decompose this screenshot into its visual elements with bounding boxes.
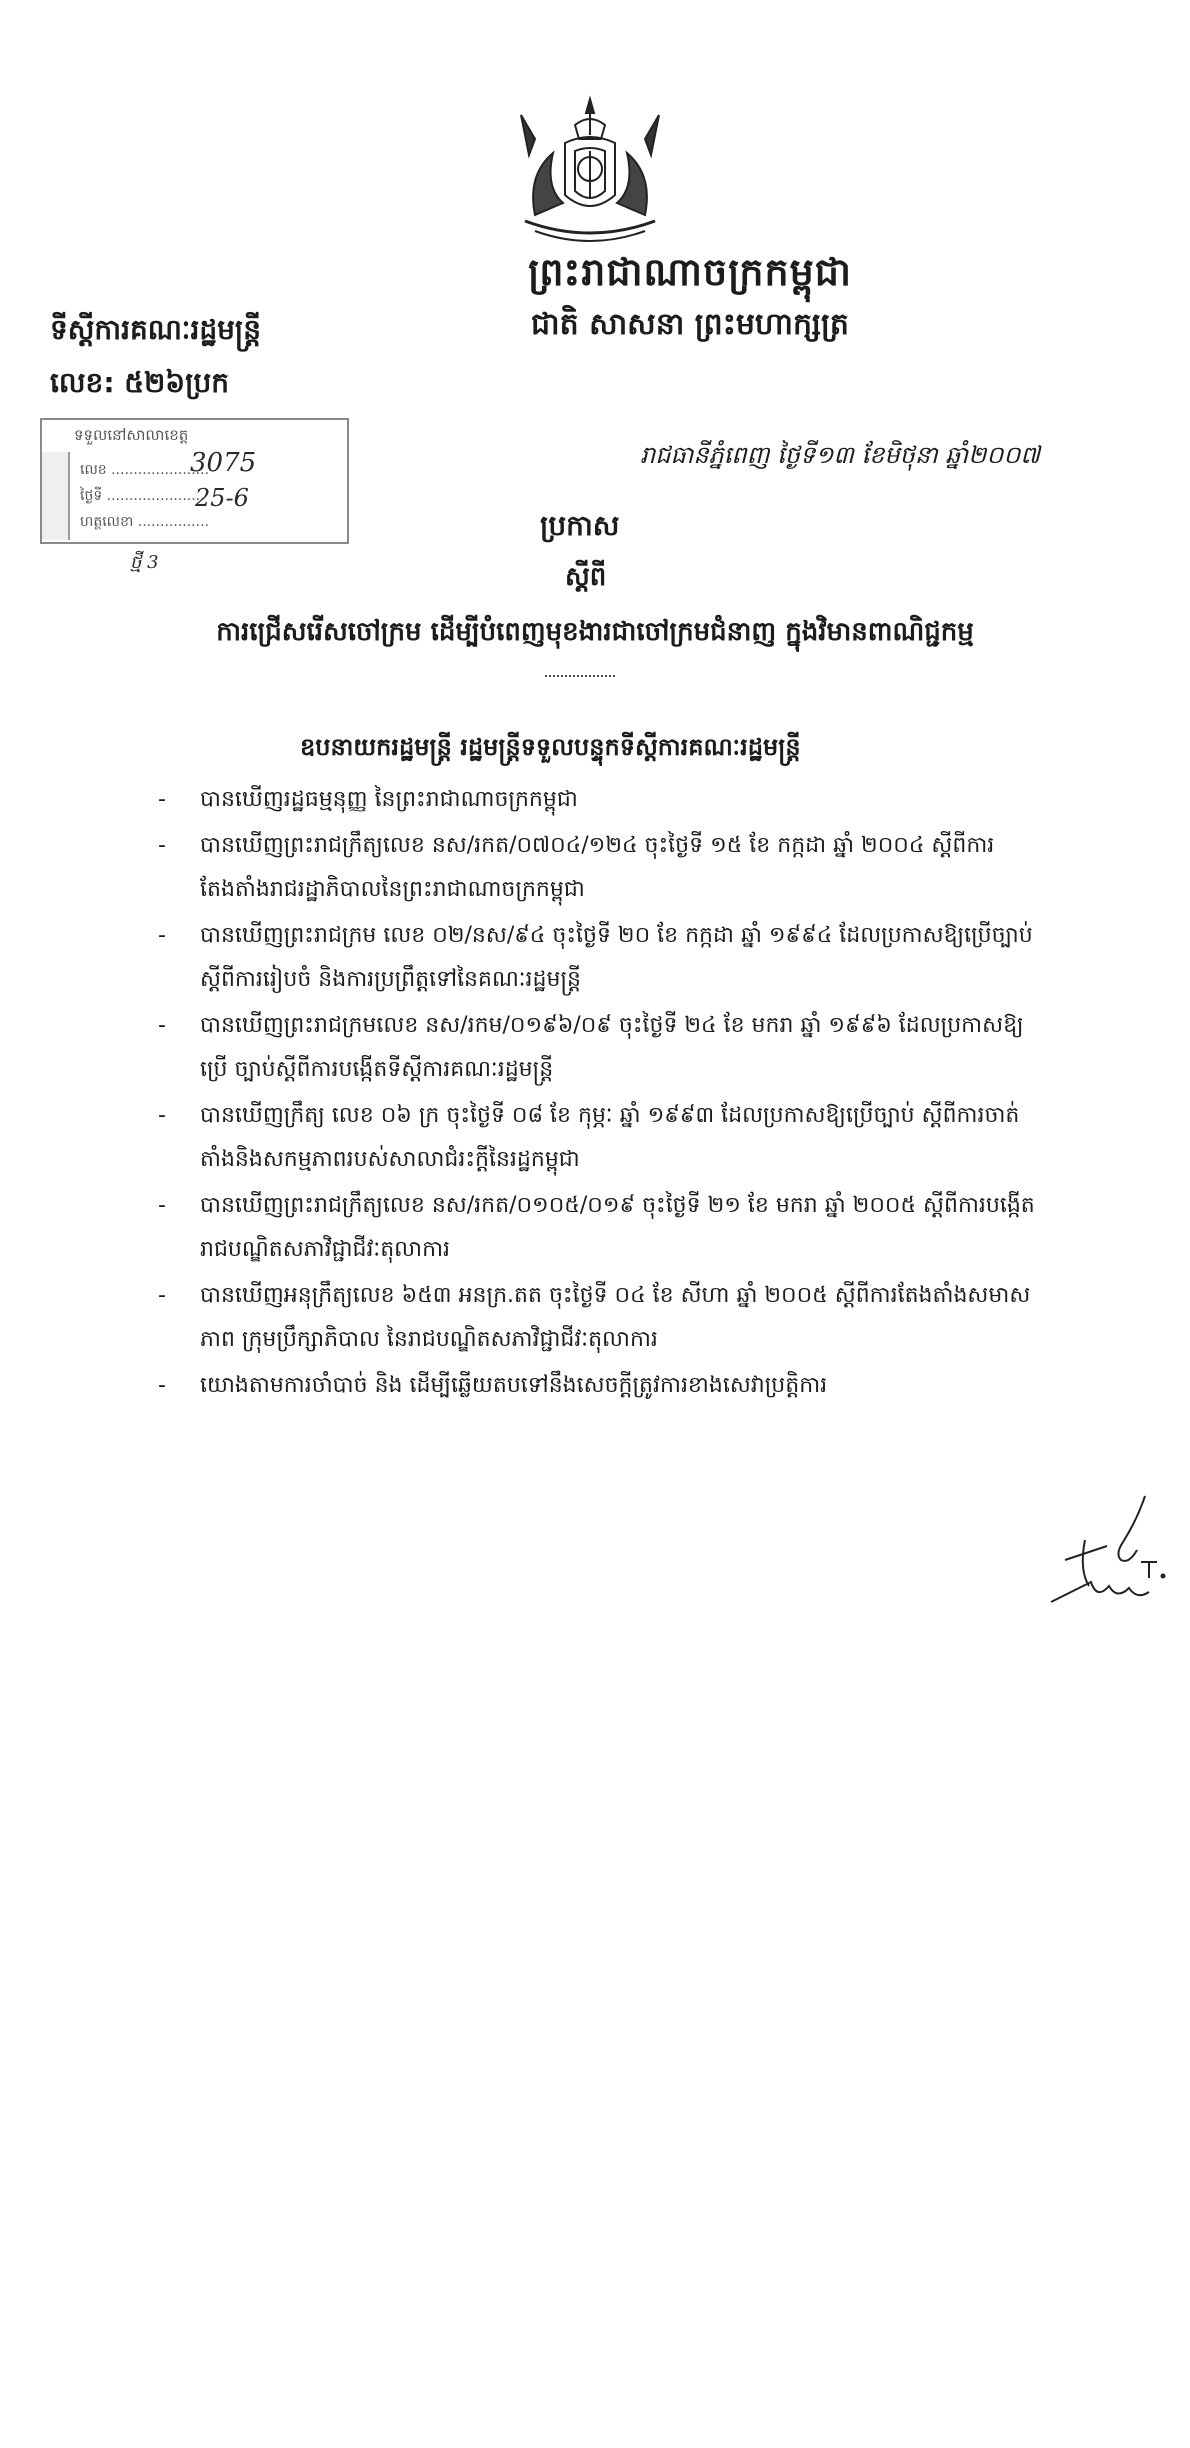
received-stamp — [40, 418, 349, 544]
list-item-text: បានឃើញរដ្ឋធម្មនុញ្ញ នៃព្រះរាជាណាចក្រកម្ពុជា — [200, 787, 578, 812]
handwritten-date: 25-6 — [195, 484, 249, 512]
list-item — [158, 1004, 1040, 1092]
stamp-side-bar — [42, 452, 70, 540]
dateline: រាជធានីភ្នំពេញ ថ្ងៃទី១៣ ខែមិថុនា ឆ្នាំ២០០៧ — [640, 441, 1040, 469]
list-item — [158, 1094, 1040, 1182]
list-item — [158, 778, 1040, 822]
stamp-row-number: លេខ ...................... — [80, 462, 210, 478]
list-item — [158, 1274, 1040, 1362]
list-item-text: បានឃើញអនុក្រឹត្យលេខ ៦៥៣ អនក្រ.តត ចុះថ្ងៃទី ០៤ ខែ សីហា ឆ្នាំ ២០០៥ ស្តីពីការតែងតាំងសមាសភាព ក្រុមប្រឹក្សាភិបាល នៃរាជបណ្ឌិតសភាវិជ្ជាជីវៈតុលាការ — [200, 1283, 1031, 1352]
kingdom-heading: ព្រះរាជាណាចក្រកម្ពុជា — [528, 250, 852, 294]
document-type: ប្រកាស — [540, 509, 620, 542]
list-item — [158, 824, 1040, 912]
list-item-text: បានឃើញព្រះរាជក្រម លេខ ០២/នស/៩៤ ចុះថ្ងៃទី ២០ ខែ កក្កដា ឆ្នាំ ១៩៩៤ ដែលប្រកាសឱ្យប្រើច្បាប់ ស្តីពីការរៀបចំ និងការប្រព្រឹត្តទៅនៃគណៈរដ្ឋមន្ត្រី — [200, 923, 1033, 992]
list-dash: - — [158, 1373, 166, 1398]
document-subject: ការជ្រើសរើសចៅក្រម ដើម្បីបំពេញមុខងារជាចៅក្រមជំនាញ ក្នុងវិមានពាណិជ្ជកម្ម — [216, 617, 974, 647]
list-item — [158, 914, 1040, 1002]
list-dash: - — [158, 923, 166, 948]
list-item — [158, 1184, 1040, 1272]
list-item-text: បានឃើញព្រះរាជក្រឹត្យលេខ នស/រកត/០១០៥/០១៩ ចុះថ្ងៃទី ២១ ខែ មករា ឆ្នាំ ២០០៥ ស្តីពីការបង្កើត រាជបណ្ឌិតសភាវិជ្ជាជីវៈតុលាការ — [200, 1193, 1035, 1262]
list-dash: - — [158, 1103, 166, 1128]
list-item-text: យោងតាមការចាំបាច់ និង ដើម្បីឆ្លើយតបទៅនឹងសេចក្តីត្រូវការខាងសេវាប្រត្តិការ — [200, 1373, 828, 1398]
document-on: ស្តីពី — [565, 562, 607, 592]
list-dash: - — [158, 1283, 166, 1308]
list-item-text: បានឃើញព្រះរាជក្រឹត្យលេខ នស/រកត/០៧០៤/១២៤ ចុះថ្ងៃទី ១៥ ខែ កក្កដា ឆ្នាំ ២០០៤ ស្តីពីការតែងតាំងរាជរដ្ឋាភិបាលនៃព្រះរាជាណាចក្រកម្ពុជា — [200, 833, 995, 902]
handwritten-signature-icon — [1045, 1490, 1175, 1610]
issuing-office: ទីស្តីការគណៈរដ្ឋមន្ត្រី — [50, 313, 262, 346]
stamp-row-signature: ហត្ថលេខា ................ — [80, 514, 209, 530]
list-dash: - — [158, 833, 166, 858]
title-divider — [545, 675, 615, 677]
stamp-row-date: ថ្ងៃទី ...................... — [80, 488, 205, 504]
reference-number: លេខ: ៥២៦ប្រក — [50, 366, 229, 399]
list-dash: - — [158, 787, 166, 812]
list-dash: - — [158, 1013, 166, 1038]
list-dash: - — [158, 1193, 166, 1218]
stamp-title: ទទួលនៅសាលាខេត្ត — [74, 426, 189, 444]
list-item-text: បានឃើញព្រះរាជក្រមលេខ នស/រកម/០១៩៦/០៩ ចុះថ្ងៃទី ២៤ ខែ មករា ឆ្នាំ ១៩៩៦ ដែលប្រកាសឱ្យប្រើ ច្បាប់ស្តីពីការបង្កើតទីស្តីការគណៈរដ្ឋមន្ត្រី — [200, 1013, 1024, 1082]
list-item-text: បានឃើញក្រឹត្យ លេខ ០៦ ក្រ ចុះថ្ងៃទី ០៨ ខែ កុម្ភៈ ឆ្នាំ ១៩៩៣ ដែលប្រកាសឱ្យប្រើច្បាប់ ស្តីពីការចាត់តាំងនិងសកម្មភាពរបស់សាលាជំរះក្តីនៃរដ្ឋកម្ពុជា — [200, 1103, 1020, 1172]
royal-coat-of-arms-icon — [505, 95, 675, 245]
handwritten-note: ថ្មី 3 — [130, 552, 159, 573]
list-item — [158, 1364, 1040, 1408]
handwritten-number: 3075 — [190, 448, 257, 478]
national-motto: ជាតិ សាសនា ព្រះមហាក្សត្រ — [531, 307, 849, 342]
preamble: ឧបនាយករដ្ឋមន្ត្រី រដ្ឋមន្ត្រីទទួលបន្ទុកទីស្តីការគណៈរដ្ឋមន្ត្រី — [300, 733, 801, 761]
